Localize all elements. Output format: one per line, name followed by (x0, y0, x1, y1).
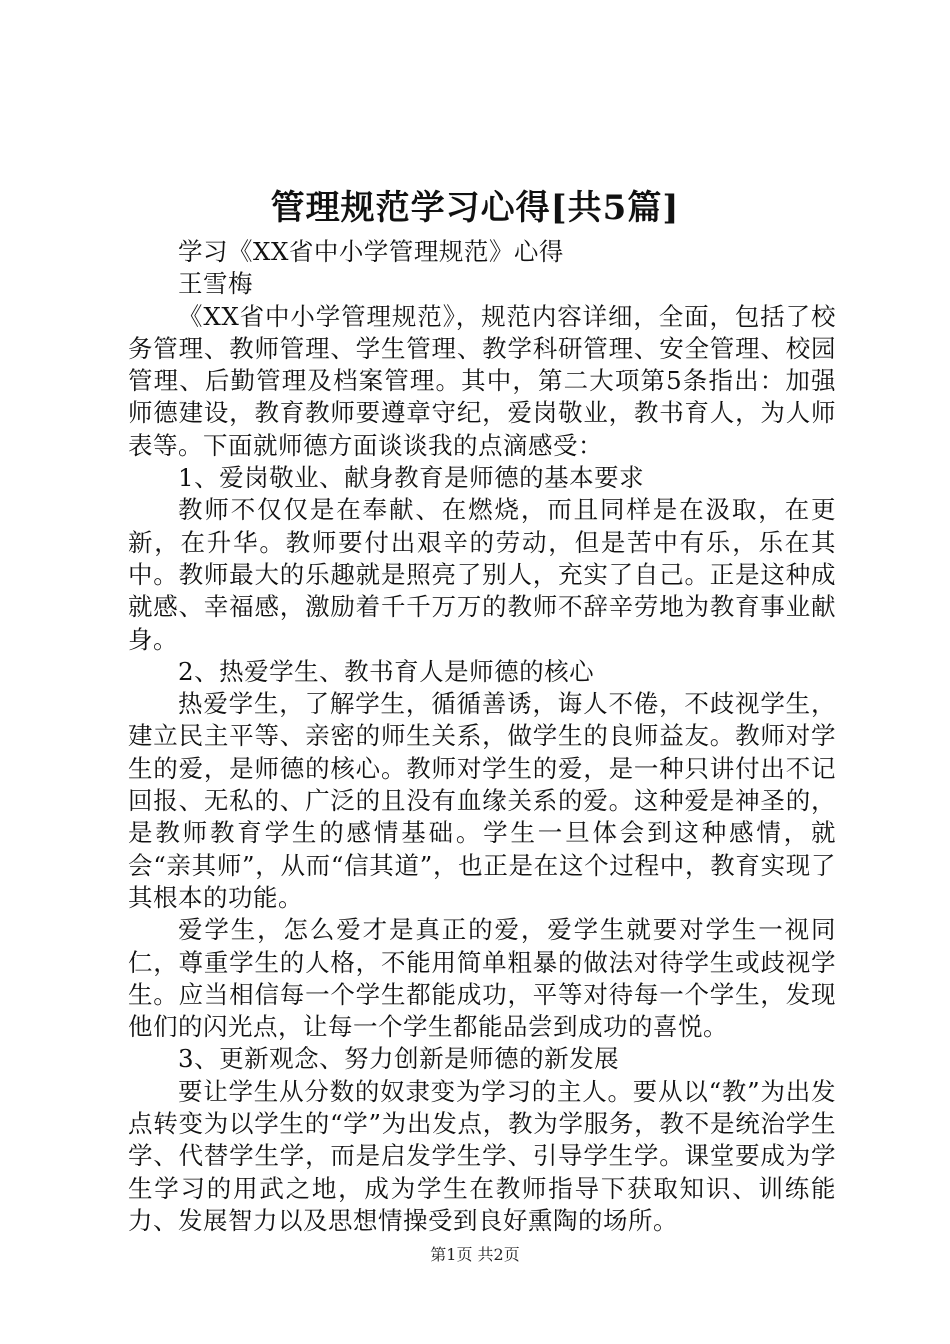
document-title: 管理规范学习心得[共5篇] (270, 188, 680, 228)
paragraph-subtitle: 学习《XX省中小学管理规范》心得 (178, 237, 564, 266)
section-heading-2: 2、热爱学生、教书育人是师德的核心 (178, 656, 595, 686)
paragraph-section-1: 教师不仅仅是在奉献、在燃烧，而且同样是在汲取，在更新，在升华。教师要付出艰辛的劳动，但是苦中有乐，乐在其中。教师最大的乐趣就是照亮了别人，充实了自己。正是这种成就感、幸福感，激励着千千万万的教师不辞辛劳地为教育事业献身。 (128, 495, 836, 654)
section-heading-3: 3、更新观念、努力创新是师德的新发展 (178, 1044, 620, 1074)
paragraph-section-2b: 爱学生，怎么爱才是真正的爱，爱学生就要对学生一视同仁，尊重学生的人格，不能用简单粗暴的做法对待学生或歧视学生。应当相信每一个学生都能成功，平等对待每一个学生，发现他们的闪光点，让每一个学生都能品尝到成功的喜悦。 (128, 915, 836, 1042)
document-body (128, 236, 836, 1237)
paragraph-intro: 《XX省中小学管理规范》，规范内容详细，全面，包括了校务管理、教师管理、学生管理、教学科研管理、安全管理、校园管理、后勤管理及档案管理。其中，第二大项第5条指出：加强师德建设，教育教师要遵章守纪，爱岗敬业，教书育人，为人师表等。下面就师德方面谈谈我的点滴感受： (128, 301, 836, 460)
paragraph-section-3: 要让学生从分数的奴隶变为学习的主人。要从以“教”为出发点转变为以学生的“学”为出发点，教为学服务，教不是统治学生学、代替学生学，而是启发学生学、引导学生学。课堂要成为学生学习的用武之地，成为学生在教师指导下获取知识、训练能力、发展智力以及思想情操受到良好熏陶的场所。 (128, 1076, 836, 1235)
paragraph-section-2a: 热爱学生，了解学生，循循善诱，诲人不倦，不歧视学生，建立民主平等、亲密的师生关系，做学生的良师益友。教师对学生的爱，是师德的核心。教师对学生的爱，是一种只讲付出不记回报、无私的、广泛的且没有血缘关系的爱。这种爱是神圣的，是教师教育学生的感情基础。学生一旦体会到这种感情，就会“亲其师”，从而“信其道”，也正是在这个过程中，教育实现了其根本的功能。 (128, 689, 836, 912)
page-footer: 第1页 共2页 (430, 1245, 520, 1264)
section-heading-1: 1、爱岗敬业、献身教育是师德的基本要求 (178, 463, 645, 493)
paragraph-author: 王雪梅 (178, 269, 253, 299)
